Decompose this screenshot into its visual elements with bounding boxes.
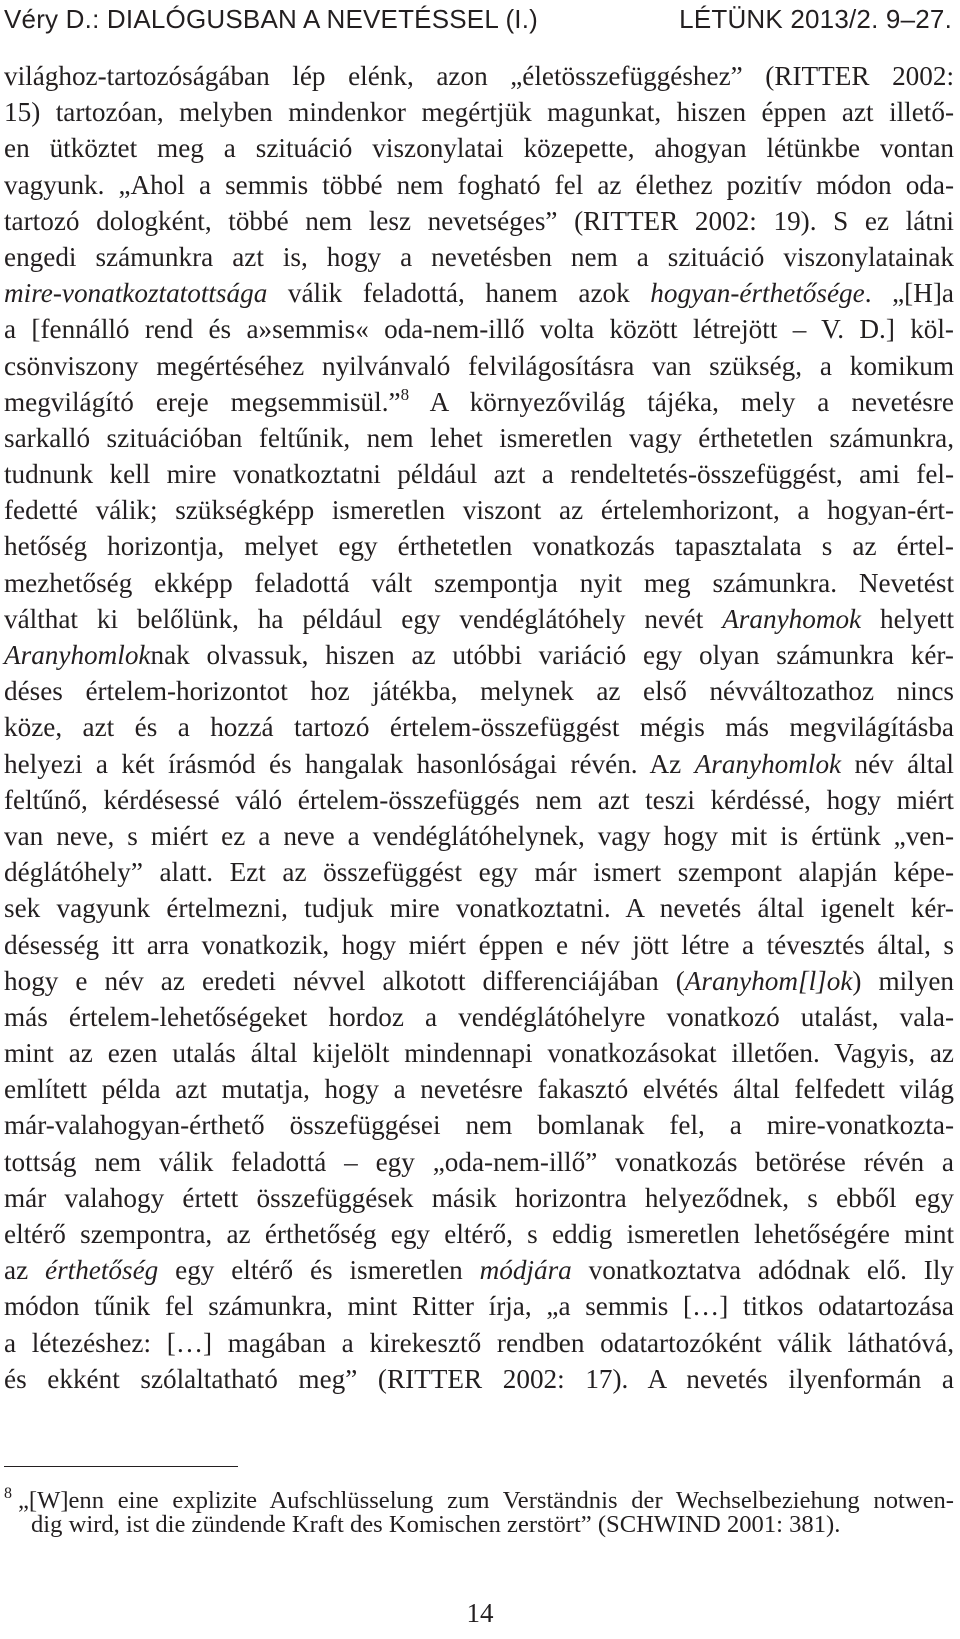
text-line: világhoz-tartozóságában lép elénk, azon „életösszefüggéshez” (RITTER 2002: xyxy=(4,61,954,91)
text-line: eltérő szempontra, az érthetőség egy eltérő, s eddig ismeretlen lehetőségére mint xyxy=(4,1219,954,1249)
text-line: módon tűnik fel számunkra, mint Ritter írja, „a semmis […] titkos odatartozása xyxy=(4,1291,954,1322)
text-line: 15) tartozóan, melyben mindenkor megértjük magunkat, hiszen éppen azt illető- xyxy=(4,97,954,128)
text-line: Aranyhomloknak olvassuk, hiszen az utóbbi variáció egy olyan számunkra kér- xyxy=(4,640,954,670)
text-line: feltűnő, kérdésessé váló értelem-összefüggés nem azt teszi kérdéssé, hogy miért xyxy=(4,784,954,815)
text-line: és ekként szólaltatható meg” (RITTER 2002: 17). A nevetés ilyenformán a xyxy=(4,1363,954,1394)
text-line: mint az ezen utalás által kijelölt mindennapi vonatkozásokat illetően. Vagyis, az xyxy=(4,1038,954,1069)
header-journal-ref: LÉTÜNK 2013/2. 9–27. xyxy=(679,4,952,34)
text-line: sarkalló szituációban feltűnik, nem lehet ismeretlen vagy érthetetlen számunkra, xyxy=(4,422,954,453)
text-line: mire-vonatkoztatottsága válik feladottá, hanem azok hogyan-érthetősége. „[H]a xyxy=(4,278,954,309)
text-line: en ütköztet meg a szituáció viszonylatai közepette, ahogyan létünkbe vontan xyxy=(4,133,954,164)
text-line: mezhetőség ekképp feladottá vált szempontja nyit meg számunkra. Nevetést xyxy=(4,567,954,598)
text-line: az érthetőség egy eltérő és ismeretlen módjára vonatkoztatva adódnak elő. Ily xyxy=(4,1255,954,1286)
text-line: vagyunk. „Ahol a semmis többé nem fogható fel az élethez pozitív módon oda- xyxy=(4,169,954,200)
text-line: hogy e név az eredeti névvel alkotott differenciájában (Aranyhom[l]ok) milyen xyxy=(4,965,954,996)
text-line: hetőség horizontja, melyet egy érthetetlen vonatkozás tapasztalata s az értel- xyxy=(4,531,954,562)
text-line: köze, azt és a hozzá tartozó értelem-összefüggést mégis más megvilágításba xyxy=(4,712,954,743)
text-line: említett példa azt mutatja, hogy a nevetésre fakasztó elvétés által felfedett világ xyxy=(4,1074,954,1105)
text-line: engedi számunkra azt is, hogy a nevetésben nem a szituáció viszonylatainak xyxy=(4,241,954,272)
text-line: tartozó dologként, többé nem lesz nevetséges” (RITTER 2002: 19). S ez látni xyxy=(4,205,954,236)
text-line: megvilágító ereje megsemmisül.”$^8$ A környezővilág tájéka, mely a nevetésre xyxy=(4,384,954,417)
footnote-line-2: dig wird, ist die zündende Kraft des Komischen zerstört” (SCHWIND 2001: 381). xyxy=(31,1511,841,1538)
text-line: már-valahogyan-érthető összefüggései nem bomlanak fel, a mire-vonatkozta- xyxy=(4,1110,954,1141)
text-line: csönviszony megértéséhez nyilvánvaló felvilágosításra van szükség, a komikum xyxy=(4,350,954,381)
text-line: más értelem-lehetőségeket hordoz a vendéglátóhelyre vonatkozó utalást, vala- xyxy=(4,1001,954,1032)
text-line: már valahogy értett összefüggések másik horizontra helyeződnek, s ebből egy xyxy=(4,1182,954,1213)
footnote-line-1 xyxy=(4,1478,954,1514)
running-header xyxy=(0,4,960,44)
text-line: fedetté válik; szükségképp ismeretlen viszont az értelemhorizont, a hogyan-ért- xyxy=(4,495,954,526)
footnote-separator xyxy=(4,1466,238,1467)
text-line: helyezi a két írásmód és hangalak hasonlóságai révén. Az Aranyhomlok név által xyxy=(4,748,954,779)
text-line: sek vagyunk értelmezni, tudjuk mire vonatkoztatni. A nevetés által igenelt kér- xyxy=(4,893,954,924)
text-line: désesség itt arra vonatkozik, hogy miért éppen e név jött létre a tévesztés által, s xyxy=(4,929,954,960)
text-line: déglátóhely” alatt. Ezt az összefüggést egy már ismert szempont alapján képe- xyxy=(4,857,954,888)
main-text xyxy=(4,58,954,1397)
text-line: válthat ki belőlünk, ha például egy vendéglátóhely nevét Aranyhomok helyett xyxy=(4,603,955,634)
text-line: tudnunk kell mire vonatkoztatni például azt a rendeltetés-összefüggést, ami fel- xyxy=(4,459,954,490)
footnote-mark: 8 xyxy=(4,1485,12,1502)
footnote-8 xyxy=(4,1478,954,1540)
text-line: déses értelem-horizontot hoz játékba, melynek az első névváltozathoz nincs xyxy=(4,676,954,707)
text-line: a [fennálló rend és a»semmis« oda-nem-illő volta között létrejött – V. D.] köl- xyxy=(4,314,954,345)
text-line: van neve, s miért ez a neve a vendéglátóhelynek, vagy hogy mit is értünk „ven- xyxy=(4,820,954,851)
header-author-title: Véry D.: DIALÓGUSBAN A NEVETÉSSEL (I.) xyxy=(4,4,539,34)
page-number: 14 xyxy=(466,1598,494,1628)
text-line: a létezéshez: […] magában a kirekesztő rendben odatartozóként válik láthatóvá, xyxy=(4,1327,954,1358)
text-line: tottság nem válik feladottá – egy „oda-nem-illő” vonatkozás betörése révén a xyxy=(4,1146,954,1177)
footnote-text-1: „[W]enn eine explizite Aufschlüsselung zum Verständnis der Wechselbeziehung notwen- xyxy=(18,1487,954,1514)
